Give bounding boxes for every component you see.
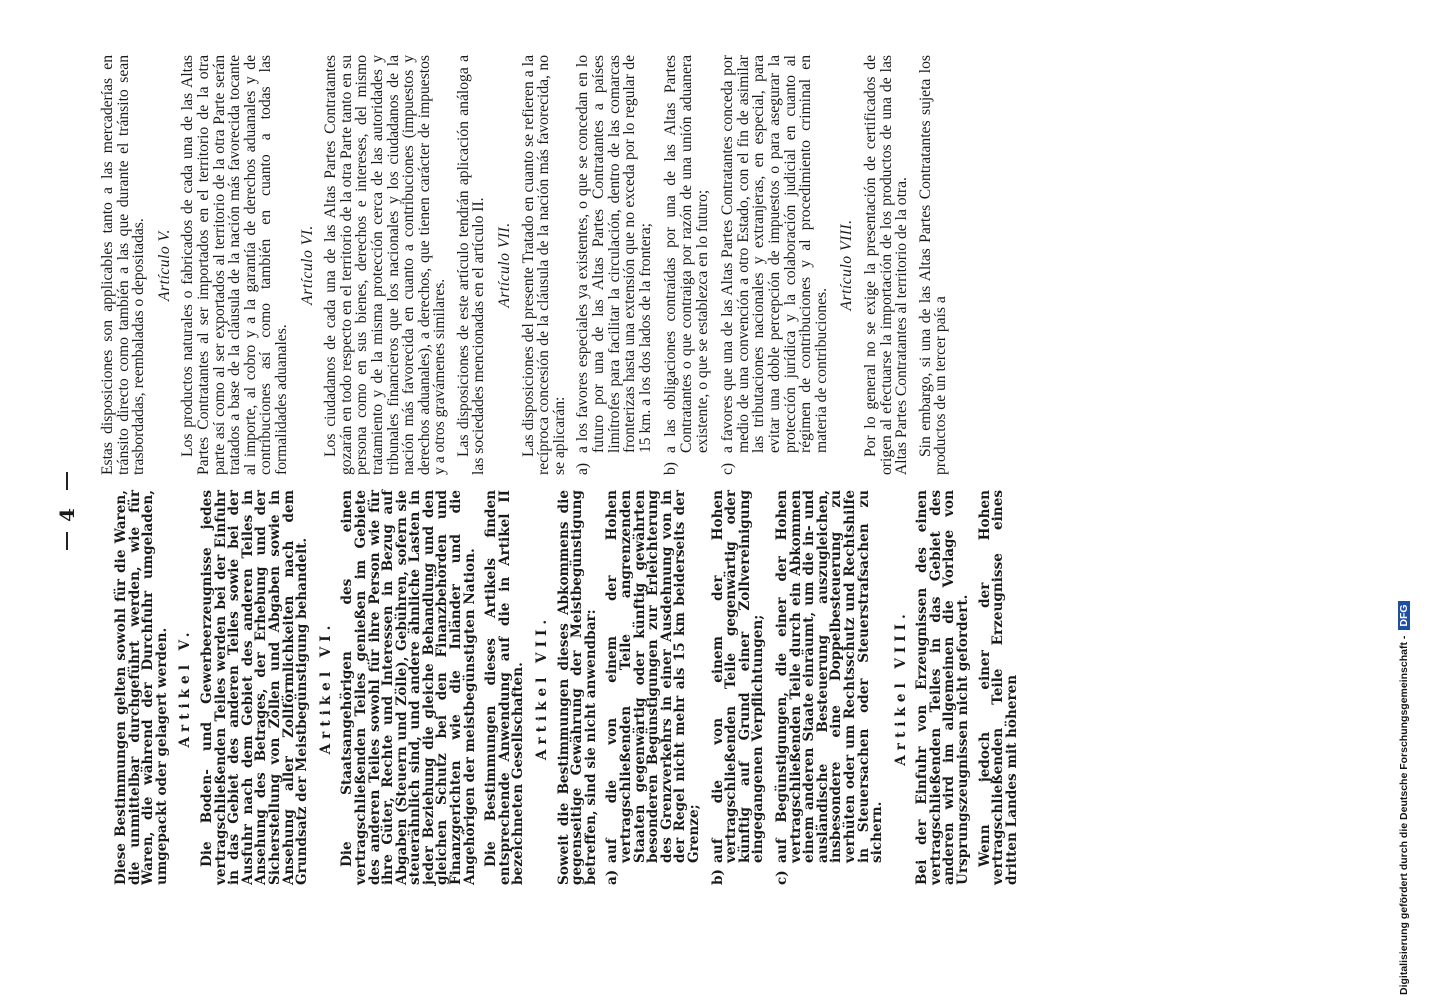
spanish-article-6-text-2: Las disposiciones de este artículo tendrán aplicación análoga a las sociedades mencionadas en el artículo II. bbox=[454, 55, 488, 475]
german-article-8-text-1: Bei der Einfuhr von Erzeugnissen des einen vertragschließenden Teiles in das Gebiet des anderen wird im allgemeinen die Vorlage von Ursprungszeugnissen nicht gefordert. bbox=[914, 490, 972, 885]
spanish-item-a bbox=[575, 55, 653, 475]
spanish-article-8-heading: Artículo VIII. bbox=[838, 219, 856, 311]
german-article-8-text-2: Wenn jedoch einer der Hohen vertragschließenden Teile Erzeugnisse eines dritten Landes mit höheren bbox=[976, 490, 1020, 885]
spanish-item-a-mark: a) bbox=[574, 462, 592, 475]
spanish-article-5-text: Los productos naturales o fabricados de cada una de las Altas Partes Contratantes al ser importados en el territorio de la otra parte así como al ser exportados al territorio de la otra Parte serán tratados a base de la cláusula de la nación más favorecida tocante al importe, al cobro y a la garantía de derechos aduanales y de contribuciones así como también en cuanto a todas las formalidades aduanales. bbox=[179, 55, 290, 475]
spanish-item-c bbox=[720, 55, 829, 475]
page-number: 4 bbox=[55, 508, 79, 522]
spanish-item-c-text: a favores que una de las Altas Partes Contratantes conceda por medio de una convención a otro Estado, con el fin de asimilar las tributaciones nacionales y extranjeras, en especial, para evitar una doble percepción de impuestos o para asegurar la protección jurídica y la colaboración judicial en cuanto al régimen de contribuciones y al procedimiento criminal en materia de contribuciones. bbox=[719, 55, 830, 453]
german-item-a-text: auf die von einem der Hohen vertragschließenden Teile angrenzenden Staaten gegenwärtig oder künftig gewährten besonderen Begünstigungen zur Erleichterung des Grenzverkehrs in einer Ausdehnung von in der Regel nicht mehr als 15 km beiderseits der Grenze; bbox=[604, 490, 702, 863]
german-article-7-intro: Soweit die Bestimmungen dieses Abkommens die gegenseitige Gewährung der Meistbegünstigung betreffen, sind sie nicht anwendbar: bbox=[555, 490, 599, 885]
spanish-article-7-intro: Las disposiciones del presente Tratado en cuanto se refieren a la recíproca concesión de la cláusula de la nación más favorecida, no se aplicarán: bbox=[519, 55, 568, 475]
german-item-b-mark: b) bbox=[709, 869, 726, 885]
german-item-a-mark: a) bbox=[604, 869, 621, 885]
spanish-item-b-text: a las obligaciones contraídas por una de las Altas Partes Contratantes o que contraiga por razón de una unión aduanera existente, o que se establezca en lo futuro; bbox=[662, 55, 711, 453]
german-article-6-text-1: Die Staatsangehörigen des einen vertragschließenden Teiles genießen im Gebiete des anderen Teiles sowohl für ihre Person wie für ihre Güter, Rechte und Interessen in Bezug auf Abgaben (Steuern und Zölle), Gebühren, sofern sie steuerähnlich sind, und andere ähnliche Lasten in jeder Beziehung die gleiche Behandlung und den gleichen Schutz bei den Finanzbehörden und Finanzgerichten wie die Inländer und die Angehörigen der meistbegünstigten Nation. bbox=[339, 490, 478, 885]
german-article-6-text-2: Die Bestimmungen dieses Artikels finden entsprechende Anwendung auf die in Artikel II bezeichneten Gesellschaften. bbox=[483, 490, 527, 885]
spanish-item-b bbox=[663, 55, 710, 475]
german-item-b bbox=[709, 490, 767, 885]
german-item-c-mark: c) bbox=[773, 870, 790, 885]
german-article-5-heading: Artikel V. bbox=[177, 627, 194, 748]
german-item-c-text: auf Begünstigungen, die einer der Hohen vertragschließenden Teile durch ein Abkommen einem anderen Staate einräumt, um die in- und ausländische Besteuerung auszugleichen, insbesondere eine Doppelbesteuerung zu verhüten oder um Rechtsschutz und Rechtshilfe in Steuersachen oder Steuerstrafsachen zu sichern. bbox=[773, 490, 886, 863]
digitization-credit bbox=[1398, 601, 1410, 995]
german-item-b-text: auf die von einem der Hohen vertragschließenden Teile gegenwärtig oder künftig auf Grund einer Zollvereinigung eingegangenen Verpflichtungen; bbox=[709, 490, 767, 863]
spanish-article-7-heading: Artículo VII. bbox=[496, 222, 514, 308]
german-article-7-heading: Artikel VII. bbox=[534, 614, 551, 761]
german-article-5-text: Die Boden- und Gewerbeerzeugnisse jedes vertragschließenden Teiles werden bei der Einfuhr in das Gebiet des anderen Teiles sowie bei der Ausfuhr nach dem Gebiet des anderen Teiles in Ansehung des Betrages, der Erhebung und der Sicherstellung von Zöllen und Abgaben sowie in Ansehung aller Zollförmlichkeiten nach dem Grundsatz der Meistbegünstigung behandelt. bbox=[198, 490, 311, 885]
spanish-item-a-text: a los favores especiales ya existentes, o que se concedan en lo futuro por una de las Altas Partes Contratantes a países limítrofes para facilitar la circulación, dentro de las comarcas fronterizas hasta una extensión que no exceda por lo regular de 15 km. a los dos lados de la frontera; bbox=[574, 55, 654, 453]
german-article-6-heading: Artikel VI. bbox=[317, 620, 334, 755]
german-item-c bbox=[773, 490, 886, 885]
spanish-article-6-heading: Artículo VI. bbox=[298, 225, 316, 305]
german-column bbox=[115, 490, 1394, 885]
german-item-a bbox=[606, 490, 701, 885]
german-article-8-heading: Artikel VIII. bbox=[892, 609, 909, 766]
spanish-column bbox=[100, 55, 1394, 475]
spanish-article-6-text-1: Los ciudadanos de cada una de las Altas Partes Contratantes gozarán en todo respecto en el territorio de la otra Parte tanto en su persona como en sus bienes, derechos e intereses, del mismo tratamiento y de la misma protección cerca de las autoridades y tribunales financieros que los nacionales y los ciudadanos de la nación más favorecida en cuanto a contribuciones (impuestos y derechos aduanales), a derechos, que tienen carácter de impuestos y a otros gravámenes similares. bbox=[322, 55, 449, 475]
german-transit-paragraph: Diese Bestimmungen gelten sowohl für die Waren, die unmittelbar durchgeführt werden, wie für Waren, die während der Durchfuhr umgeladen, umgepackt oder gelagert werden. bbox=[113, 490, 170, 885]
digitization-note: Digitalisierung gefördert durch die Deutsche Forschungsgemeinschaft - bbox=[1398, 635, 1410, 995]
spanish-article-8-text-2: Sin embargo, si una de las Altas Partes Contratantes sujeta los productos de un tercer país a bbox=[916, 55, 950, 475]
page-number-dash-left bbox=[66, 532, 68, 550]
spanish-item-c-mark: c) bbox=[719, 462, 737, 475]
spanish-article-8-text-1: Por lo general no se exige la presentación de certificados de origen al efectuarse la importación de los productos de una de las Altas Partes Contratantes al territorio de la otra. bbox=[861, 55, 911, 475]
spanish-item-b-mark: b) bbox=[662, 462, 680, 475]
page-number-dash-right bbox=[66, 472, 68, 490]
spanish-article-5-heading: Artículo V. bbox=[155, 229, 173, 301]
dfg-logo: DFG bbox=[1398, 601, 1410, 629]
spanish-transit-paragraph: Estas disposiciones son applicables tanto a las mercaderías en tránsito directo como también a las que durante el tránsito sean trasbordadas, reembaladas o depositadas. bbox=[99, 55, 148, 475]
